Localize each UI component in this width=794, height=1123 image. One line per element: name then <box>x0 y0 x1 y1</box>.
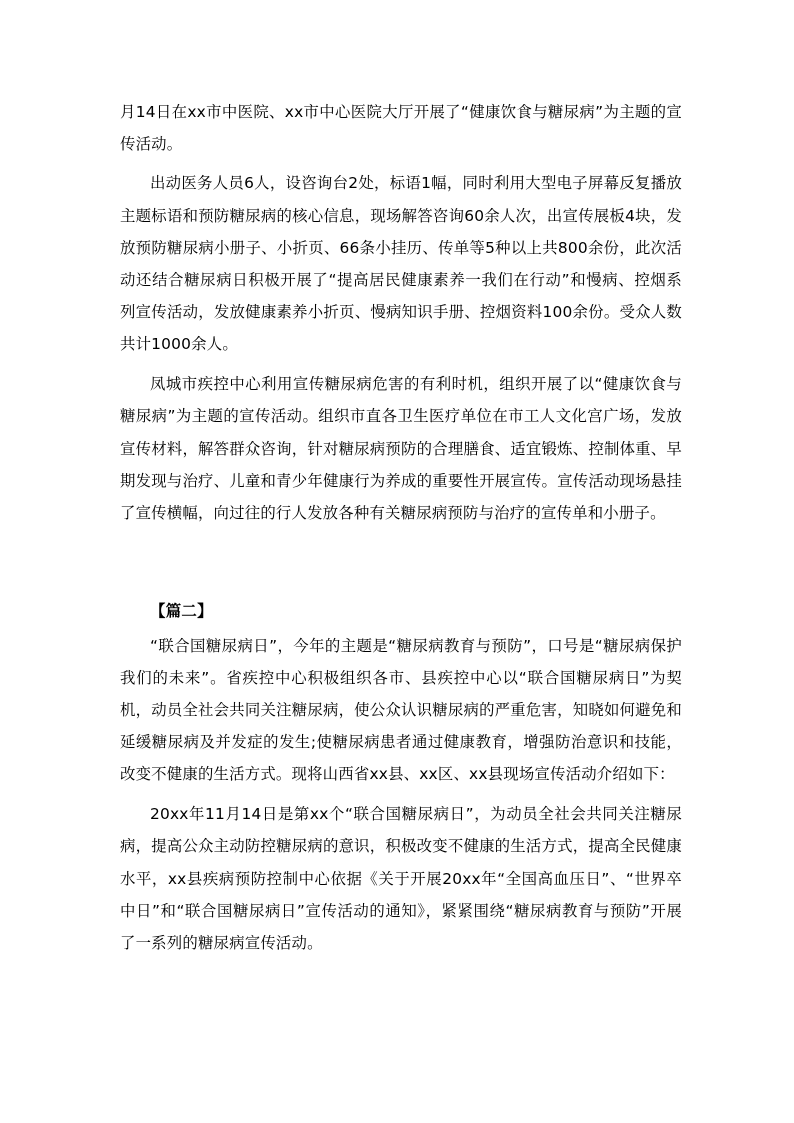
paragraph-event-intro: 月14日在xx市中医院、xx市中心医院大厅开展了“健康饮食与糖尿病”为主题的宣传活动。 <box>120 103 682 154</box>
paragraph-county-activities: 20xx年11月14日是第xx个“联合国糖尿病日”，为动员全社会共同关注糖尿病，提高公众主动防控糖尿病的意识，积极改变不健康的生活方式，提高全民健康水平，xx县疾病预防控制中心依据《关于开展20xx年“全国高血压日”、“世界卒中日”和“联合国糖尿病日”宣传活动的通知》，紧紧围绕“糖尿病教育与预防”开展了一系列的糖尿病宣传活动。 <box>120 805 682 952</box>
paragraph-un-diabetes-day: “联合国糖尿病日”，今年的主题是“糖尿病教育与预防”，口号是“糖尿病保护我们的未来”。省疾控中心积极组织各市、县疾控中心以“联合国糖尿病日”为契机，动员全社会共同关注糖尿病，使公众认识糖尿病的严重危害，知晓如何避免和延缓糖尿病及并发症的发生;使糖尿病患者通过健康教育，增强防治意识和技能，改变不健康的生活方式。现将山西省xx县、xx区、xx县现场宣传活动介绍如下： <box>120 636 682 784</box>
paragraph-staff-activities: 出动医务人员6人，设咨询台2处，标语1幅，同时利用大型电子屏幕反复播放主题标语和预防糖尿病的核心信息，现场解答咨询60余人次，出宣传展板4块，发放预防糖尿病小册子、小折页、66条小挂历、传单等5种以上共800余份，此次活动还结合糖尿病日积极开展了“提高居民健康素养一我们在行动”和慢病、控烟系列宣传活动，发放健康素养小折页、慢病知识手册、控烟资料100余份。受众人数共计1000余人。 <box>120 174 682 354</box>
document-body <box>120 96 682 967</box>
paragraph-fengcheng-campaign: 凤城市疾控中心利用宣传糖尿病危害的有利时机，组织开展了以“健康饮食与糖尿病”为主题的宣传活动。组织市直各卫生医疗单位在市工人文化宫广场，发放宣传材料，解答群众咨询，针对糖尿病预防的合理膳食、适宜锻炼、控制体重、早期发现与治疗、儿童和青少年健康行为养成的重要性开展宣传。宣传活动现场悬挂了宣传横幅，向过往的行人发放各种有关糖尿病预防与治疗的宣传单和小册子。 <box>120 375 682 522</box>
section-spacer <box>120 537 682 595</box>
section-heading: 【篇二】 <box>150 601 213 620</box>
